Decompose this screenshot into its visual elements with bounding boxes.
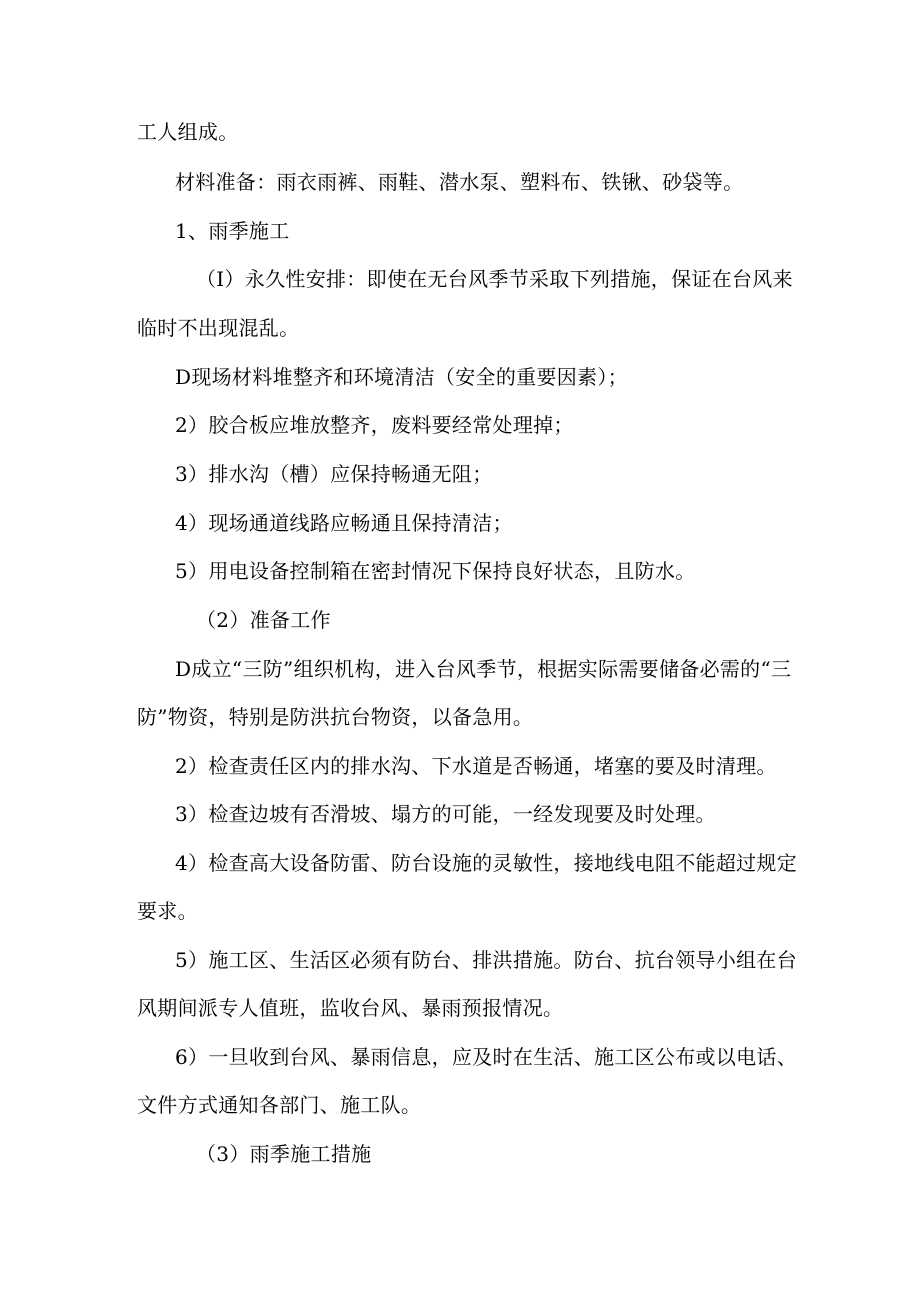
prep-item-4-cont: 要求。 (137, 899, 198, 923)
list-item-1: D现场材料堆整齐和环境清洁（安全的重要因素）； (175, 365, 628, 389)
prep-item-6-cont: 文件方式通知各部门、施工队。 (137, 1093, 422, 1117)
subsection-heading-measures: （3）雨季施工措施 (196, 1142, 372, 1166)
subsection-heading-permanent: （I）永久性安排：即使在无台风季节采取下列措施，保证在台风来 (196, 267, 793, 291)
prep-item-5-cont: 风期间派专人值班，监收台风、暴雨预报情况。 (137, 996, 564, 1020)
prep-item-1-cont: 防”物资，特别是防洪抗台物资，以备急用。 (137, 705, 534, 729)
list-item-3: 3）排水沟（槽）应保持畅通无阻； (175, 462, 493, 486)
paragraph-line-1: 工人组成。 (137, 120, 239, 144)
prep-item-4: 4）检查高大设备防雷、防台设施的灵敏性，接地线电阻不能超过规定 (175, 851, 798, 875)
list-item-2: 2）胶合板应堆放整齐，废料要经常处理掉； (175, 413, 574, 437)
paragraph-line-2: 材料准备：雨衣雨裤、雨鞋、潜水泵、塑料布、铁锹、砂袋等。 (175, 170, 744, 194)
section-heading-rainy-season: 1、雨季施工 (175, 219, 290, 243)
prep-item-1: D成立“三防”组织机构，进入台风季节，根据实际需要储备必需的“三 (175, 657, 792, 681)
list-item-5: 5）用电设备控制箱在密封情况下保持良好状态，且防水。 (175, 559, 696, 583)
prep-item-3: 3）检查边坡有否滑坡、塌方的可能，一经发现要及时处理。 (175, 802, 716, 826)
list-item-4: 4）现场通道线路应畅通且保持清洁； (175, 511, 513, 535)
prep-item-2: 2）检查责任区内的排水沟、下水道是否畅通，堵塞的要及时清理。 (175, 754, 777, 778)
subsection-heading-preparation: （2）准备工作 (196, 608, 331, 632)
prep-item-6: 6）一旦收到台风、暴雨信息，应及时在生活、施工区公布或以电话、 (175, 1045, 798, 1069)
prep-item-5: 5）施工区、生活区必须有防台、排洪措施。防台、抗台领导小组在台 (175, 948, 798, 972)
paragraph-line-5: 临时不出现混乱。 (137, 316, 300, 340)
